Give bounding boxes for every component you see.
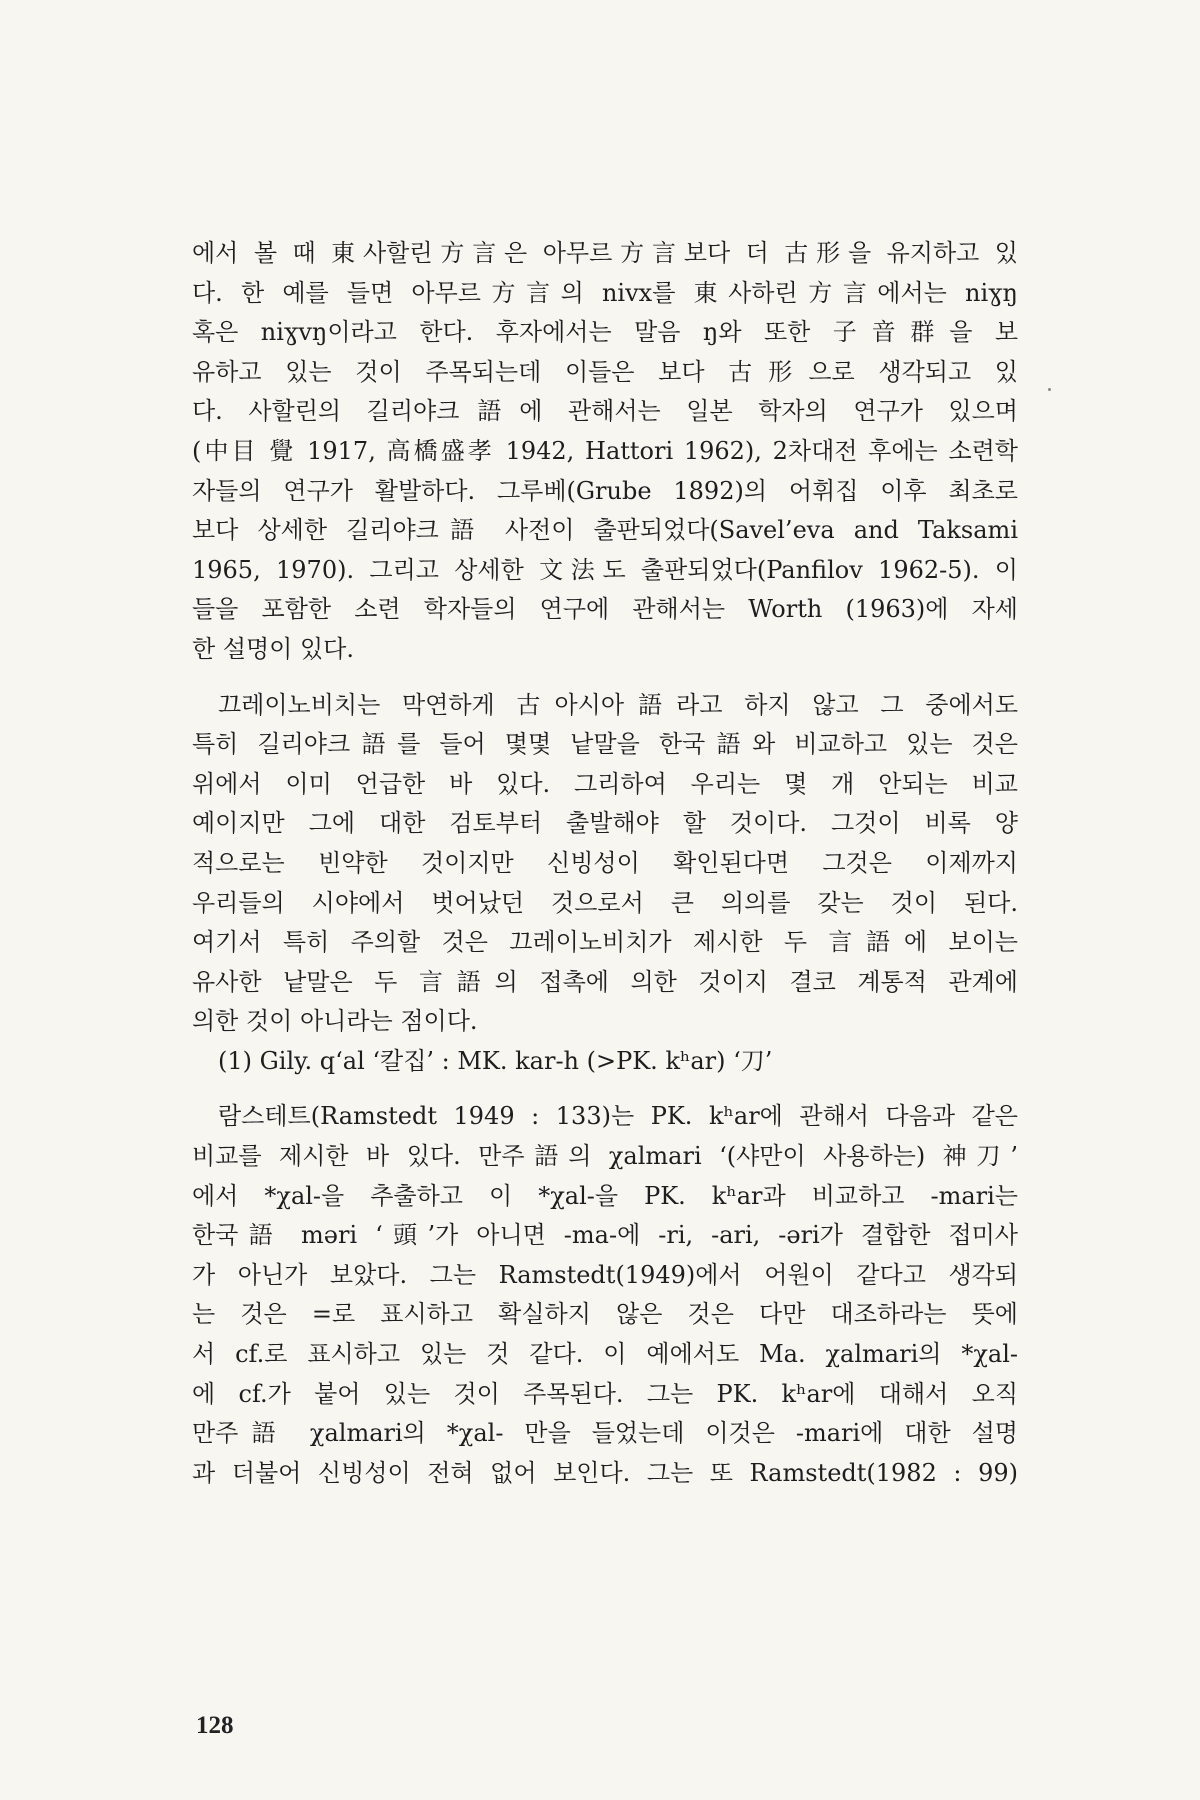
text-line: 자들의 연구가 활발하다. 그루베(Grube 1892)의 어휘집 이후 최초로 xyxy=(192,476,1018,505)
paragraph-gap xyxy=(192,1081,1018,1097)
text-line: (中目 覺 1917, 高橋盛孝 1942, Hattori 1962), 2차대전 후에는 소련학 xyxy=(192,436,1018,465)
text-line: 보다 상세한 길리야크語 사전이 출판되었다(Savel’eva and Taksami xyxy=(192,516,1018,545)
text-line: 위에서 이미 언급한 바 있다. 그리하여 우리는 몇 개 안되는 비교 xyxy=(192,769,1018,798)
text-line: 람스테트(Ramstedt 1949 : 133)는 PK. kʰar에 관해서 다음과 같은 xyxy=(218,1102,1018,1131)
paragraph-1 xyxy=(192,234,1018,670)
text-line: 에 cf.가 붙어 있는 것이 주목된다. 그는 PK. kʰar에 대해서 오직 xyxy=(192,1379,1018,1408)
example-1 xyxy=(192,1042,1018,1082)
text-line: 한국語 məri ‘頭’가 아니면 -ma-에 -ri, -ari, -əri가 결합한 접미사 xyxy=(192,1221,1018,1250)
text-line: 끄레이노비치는 막연하게 古아시아語라고 하지 않고 그 중에서도 xyxy=(218,690,1018,719)
text-line: 들을 포함한 소련 학자들의 연구에 관해서는 Worth (1963)에 자세 xyxy=(192,595,1018,624)
text-line: 적으로는 빈약한 것이지만 신빙성이 확인된다면 그것은 이제까지 xyxy=(192,848,1018,877)
text-line: 특히 길리야크語를 들어 몇몇 낱말을 한국語와 비교하고 있는 것은 xyxy=(192,730,1018,759)
text-line: 우리들의 시야에서 벗어났던 것으로서 큰 의의를 갖는 것이 된다. xyxy=(192,888,1018,917)
text-line: 가 아닌가 보았다. 그는 Ramstedt(1949)에서 어원이 같다고 생각되 xyxy=(192,1260,1018,1289)
text-line: 유하고 있는 것이 주목되는데 이들은 보다 古形으로 생각되고 있 xyxy=(192,357,1018,386)
text-line: 유사한 낱말은 두 言語의 접촉에 의한 것이지 결코 계통적 관계에 xyxy=(192,967,1018,996)
text-line: 에서 볼 때 東사할린方言은 아무르方言보다 더 古形을 유지하고 있 xyxy=(192,239,1018,267)
scan-speck xyxy=(1048,388,1051,391)
text-line: 다. 사할린의 길리야크語에 관해서는 일본 학자의 연구가 있으며 xyxy=(192,397,1018,426)
text-line: 여기서 특히 주의할 것은 끄레이노비치가 제시한 두 言語에 보이는 xyxy=(192,928,1018,957)
body-text xyxy=(192,234,1018,1493)
text-line: 비교를 제시한 바 있다. 만주語의 χalmari ‘(샤만이 사용하는) 神刀’ xyxy=(192,1142,1018,1171)
paragraph-3 xyxy=(192,1097,1018,1493)
page-number: 128 xyxy=(196,1712,234,1739)
text-line: 과 더불어 신빙성이 전혀 없어 보인다. 그는 또 Ramstedt(1982 : 99) xyxy=(192,1458,1018,1487)
text-line: 다. 한 예를 들면 아무르方言의 nivx를 東사하린方言에서는 niɣŋ xyxy=(192,278,1018,307)
text-line: 1965, 1970). 그리고 상세한 文法도 출판되었다(Panfilov 1962-5). 이 xyxy=(192,555,1018,584)
paragraph-2 xyxy=(192,686,1018,1042)
text-line: 서 cf.로 표시하고 있는 것 같다. 이 예에서도 Ma. χalmari의 *χal- xyxy=(192,1340,1018,1369)
text-line: 혹은 niɣvŋ이라고 한다. 후자에서는 말음 ŋ와 또한 子音群을 보 xyxy=(192,318,1018,347)
text-line: 만주語 χalmari의 *χal- 만을 들었는데 이것은 -mari에 대한 설명 xyxy=(192,1419,1018,1448)
text-line: 는 것은 =로 표시하고 확실하지 않은 것은 다만 대조하라는 뜻에 xyxy=(192,1300,1018,1329)
text-line: 예이지만 그에 대한 검토부터 출발해야 할 것이다. 그것이 비록 양 xyxy=(192,809,1018,838)
text-line: 의한 것이 아니라는 점이다. xyxy=(192,1007,478,1036)
example-line: (1) Gily. q‘al ‘칼집’ : MK. kar-h (>PK. kʰar) ‘刀’ xyxy=(218,1046,773,1075)
text-line: 에서 *χal-을 추출하고 이 *χal-을 PK. kʰar과 비교하고 -mari는 xyxy=(192,1181,1018,1210)
paragraph-gap xyxy=(192,670,1018,686)
text-line: 한 설명이 있다. xyxy=(192,634,354,663)
